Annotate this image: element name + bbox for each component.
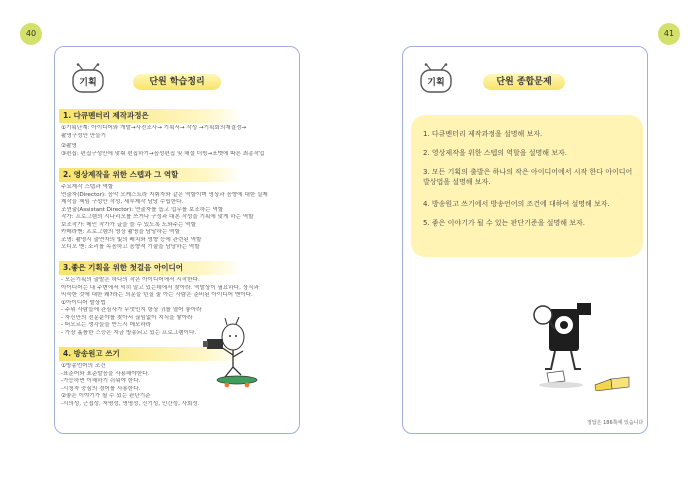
text-line: -표준어와 표준발음을 사용해야한다. <box>61 370 150 377</box>
text-line: 연출자(Director): 음악 오케스트라 지휘자와 같은 역할이며 영상과 음향에 대한 실제 <box>61 191 268 198</box>
text-line: ①아이디어 발상법 <box>61 299 106 306</box>
badge-label: 기획 <box>79 78 97 88</box>
question-2: 2. 영상제작을 위한 스텝의 역할을 설명해 보자. <box>423 149 567 157</box>
section-heading-1: 1. 다큐멘터리 제작과정은 <box>59 109 243 123</box>
badge-label: 기획 <box>427 78 445 88</box>
text-line: 주요제작 스텝과 역할 <box>61 184 114 190</box>
text-line: - 가장 훌륭한 스승은 지금 방송되고 있는 프로그램이다. <box>61 329 197 336</box>
text-line: 아이디어는 내 주변에서 익히 알고 있는데에서 찾아라. 역발상이 필요하다, 상식과 <box>61 284 259 291</box>
text-line: ①기획단계: 아이디어와 개발→사전조사→ 기획서→ 작성 →기획회의재결정→ <box>61 125 247 131</box>
panel-title: 단원 종합문제 <box>483 74 565 90</box>
summary-panel <box>54 46 300 434</box>
answer-page-note: 정답은 186쪽에 있습니다 <box>587 420 644 426</box>
question-4: 4. 방송원고 쓰기에서 방송언어의 조건에 대하여 설명해 보자. <box>423 200 610 208</box>
page-number-left: 40 <box>20 23 42 45</box>
text-line: 오디오 맨: 소리를 녹음하고 음향적 기술을 담당하는 역할 <box>61 244 200 250</box>
text-line: -가능하면 이해하기 쉬워야 한다. <box>61 378 141 384</box>
text-line: - 자신만의 전문분야를 찾아서 끊임없이 지식을 쌓아라 <box>61 314 193 321</box>
text-line: ②좋은 이야기가 될 수 있는 판단기준 <box>61 393 151 399</box>
section-body-1 <box>61 125 293 158</box>
section-heading-3: 3.좋은 기획을 위한 첫걸음 아이디어 <box>59 261 243 275</box>
text-line: -시청자 중심의 경어를 사용한다. <box>61 385 141 392</box>
text-line: 익숙한 것에 대한 왜?라는 의문을 던질 줄 아는 사람은 준비된 아이디어 맨이다. <box>61 292 253 298</box>
open-book-icon <box>593 373 631 391</box>
tv-badge-icon <box>71 63 105 95</box>
text-line: -시의성, 근접성, 저명성, 명명성, 신기성, 인간성, 사회성. <box>61 400 200 407</box>
review-panel <box>402 46 648 434</box>
section-heading-2: 2. 영상제작을 위한 스텝과 그 역할 <box>59 168 243 182</box>
text-line: ③편집: 편집구성안에 맞춰 편집하기→음성편집 및 해설 더빙→포멧에 따른 최종작업 <box>61 150 265 157</box>
text-line: 제작을 책임 구성안 작성, 세부제작 담당 수립한다. <box>61 199 184 205</box>
page-number-right: 41 <box>658 23 680 45</box>
text-line: - 모든기획의 출발은 하나의 작은 아이디어에서 시작한다. <box>61 277 200 283</box>
text-line: 조연출(Assistant Director): 연출자를 돕고 업무를 보조하는 역할 <box>61 206 224 213</box>
text-line: 보조작가: 메인 작가가 글을 쓸 수 있도록 도와주는 역할 <box>61 221 196 228</box>
text-line: ②촬영 <box>61 143 77 149</box>
cameraman-skateboard-illustration <box>203 317 259 389</box>
question-5: 5. 좋은 이야기가 될 수 있는 판단기준을 설명해 보자. <box>423 219 585 227</box>
text-line: ①방송언어의 조건 <box>61 363 106 369</box>
panel-title: 단원 학습정리 <box>133 74 221 90</box>
text-line: - 떠오르는 생각들을 반드시 메모하라 <box>61 322 152 328</box>
question-3: 3. 모든 기획의 출발은 하나의 작은 아이디어에서 시작 한다 아이디어 발상법을 설명해 보자. <box>423 168 633 186</box>
question-1: 1. 다큐멘터리 제작과정을 설명해 보자. <box>423 130 543 138</box>
text-line: 작가: 프로그램의 시나리오를 쓰거나 구성과 대본 작성을 기획에 맞게 하는 역할 <box>61 214 254 220</box>
tv-badge-icon <box>419 63 453 95</box>
text-line: - 주위 사람들에 관심사가 무엇인지 항상 귀를 열어 놓아라 <box>61 307 202 313</box>
text-line: 촬영구성안 만들기 <box>61 132 107 139</box>
text-line: 조명: 촬영시 출연자의 빛의 배치와 영향 등에 관련된 역할 <box>61 236 202 243</box>
text-line: 카메라맨: 프로그램의 영상 촬영을 담당하는 역할 <box>61 229 180 235</box>
section-heading-4: 4. 방송원고 쓰기 <box>59 347 243 361</box>
section-body-2 <box>61 184 293 252</box>
